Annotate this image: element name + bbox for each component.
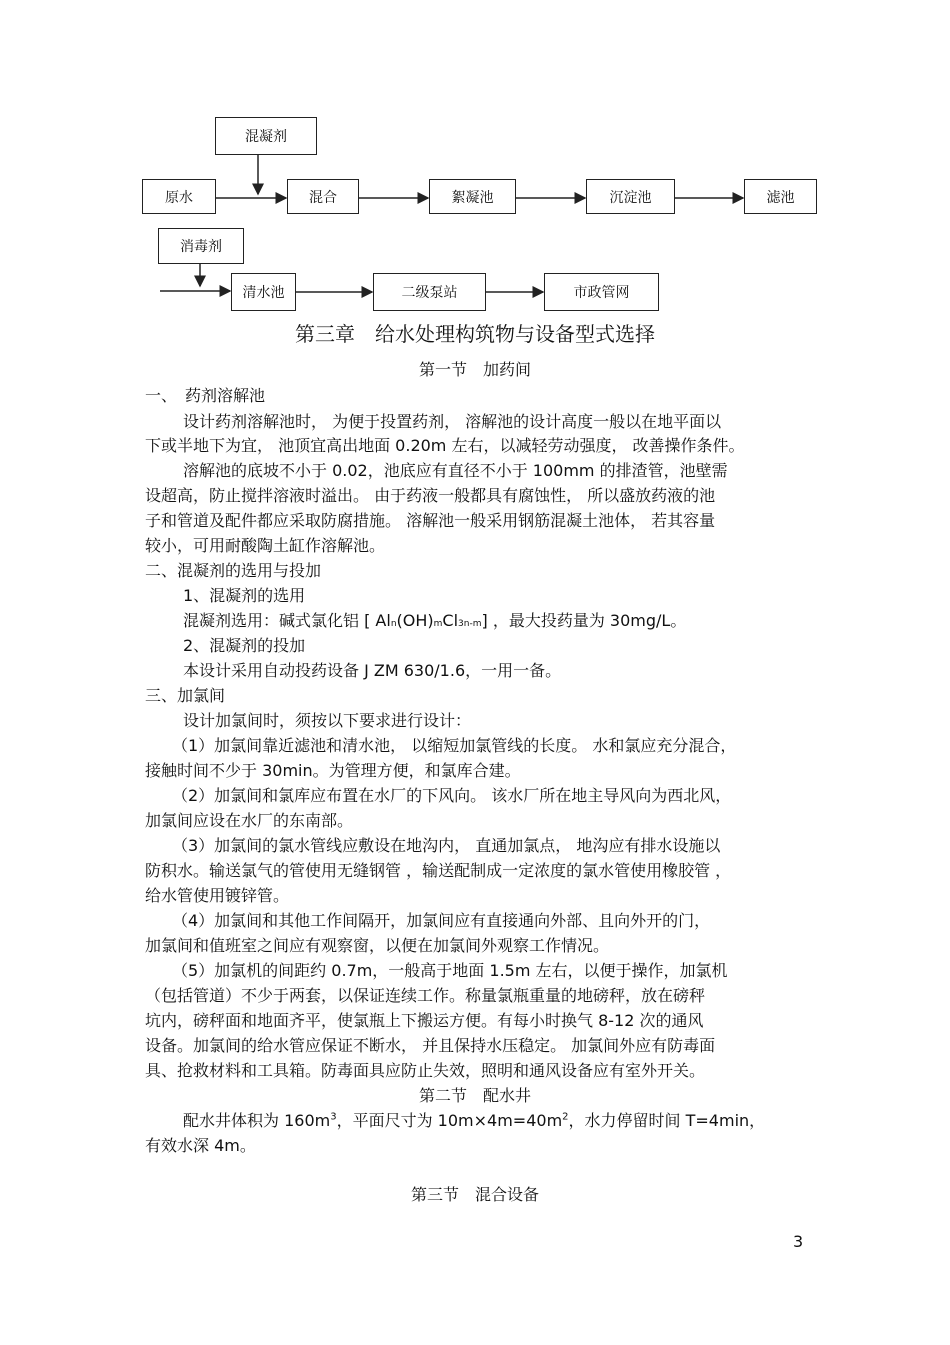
clear-well-box: 清水池 xyxy=(231,273,296,311)
dw-sup-3: 3 xyxy=(330,1111,337,1123)
para2-line1: 溶解池的底坡不小于 0.02，池底应有直径不小于 100mm 的排渣管，池壁需 xyxy=(183,461,728,480)
item4-line2: 加氯间和值班室之间应有观察窗，以便在加氯间外观察工作情况。 xyxy=(145,936,610,955)
coag-text-a: 混凝剂选用：碱式氯化铝 [ Al xyxy=(183,611,391,630)
coagulant-selection-line xyxy=(183,609,686,636)
chapter-title: 第三章 给水处理构筑物与设备型式选择 xyxy=(295,322,655,346)
section3-title: 第三节 混合设备 xyxy=(410,1185,539,1204)
mixing-box: 混合 xyxy=(287,179,359,214)
coagulant-box: 混凝剂 xyxy=(215,117,317,155)
coag-text-b: ] ，最大投药量为 30mg/L。 xyxy=(481,611,687,630)
subheading-coagulant-select: 1、混凝剂的选用 xyxy=(183,586,306,605)
section2-title: 第二节 配水井 xyxy=(418,1086,531,1105)
dw-text-b: ，平面尺寸为 10m×4m=40m xyxy=(336,1111,563,1130)
coag-cl: Cl xyxy=(442,611,459,630)
item5-line1: （5）加氯机的间距约 0.7m，一般高于地面 1.5m 左右，以便于操作，加氯机 xyxy=(172,961,728,980)
heading-dissolving-tank: 一、 药剂溶解池 xyxy=(145,386,266,405)
municipal-network-box: 市政管网 xyxy=(544,273,659,311)
coag-sub-n: n xyxy=(390,619,397,629)
subheading-coagulant-dosing: 2、混凝剂的投加 xyxy=(183,636,306,655)
item2-line2: 加氯间应设在水厂的东南部。 xyxy=(145,811,354,830)
item1-line1: （1）加氯间靠近滤池和清水池， 以缩短加氯管线的长度。 水和氯应充分混合， xyxy=(172,736,737,755)
dw-text-c: ，水力停留时间 T=4min， xyxy=(568,1111,766,1130)
dosing-equipment-line: 本设计采用自动投药设备 J ZM 630/1.6，一用一备。 xyxy=(183,661,562,680)
coag-sub-m: m xyxy=(433,619,443,629)
distribution-well-line1 xyxy=(183,1109,765,1133)
coag-sub-3nm: 3n-m xyxy=(458,619,482,629)
para1-line1: 设计药剂溶解池时， 为便于投置药剂， 溶解池的设计高度一般以在地平面以 xyxy=(183,412,722,431)
pump-station-box: 二级泵站 xyxy=(373,273,486,311)
item3-line3: 给水管使用镀锌管。 xyxy=(145,886,290,905)
item4-line1: （4）加氯间和其他工作间隔开，加氯间应有直接通向外部、且向外开的门， xyxy=(172,911,711,930)
item3-line2: 防积水。输送氯气的管使用无缝钢管 ，输送配制成一定浓度的氯水管使用橡胶管 ， xyxy=(145,861,732,880)
item5-line4: 设备。加氯间的给水管应保证不断水， 并且保持水压稳定。 加氯间外应有防毒面 xyxy=(145,1036,716,1055)
distribution-well-line2: 有效水深 4m。 xyxy=(145,1136,256,1155)
para2-line3: 子和管道及配件都应采取防腐措施。 溶解池一般采用钢筋混凝土池体， 若其容量 xyxy=(145,511,716,530)
para2-line2: 设超高，防止搅拌溶液时溢出。 由于药液一般都具有腐蚀性， 所以盛放药液的池 xyxy=(145,486,716,505)
item5-line2: （包括管道）不少于两套，以保证连续工作。称量氯瓶重量的地磅秤，放在磅秤 xyxy=(145,986,706,1005)
item3-line1: （3）加氯间的氯水管线应敷设在地沟内， 直通加氯点， 地沟应有排水设施以 xyxy=(172,836,721,855)
item5-line5: 具、抢救材料和工具箱。防毒面具应防止失效，照明和通风设备应有室外开关。 xyxy=(145,1061,706,1080)
coag-oh: (OH) xyxy=(396,611,434,630)
heading-chlorination-room: 三、加氯间 xyxy=(145,686,226,705)
item5-line3: 坑内，磅秤面和地面齐平，使氯瓶上下搬运方便。有每小时换气 8-12 次的通风 xyxy=(145,1011,704,1030)
section1-title: 第一节 加药间 xyxy=(418,360,531,379)
sedimentation-box: 沉淀池 xyxy=(586,179,675,214)
para1-line2: 下或半地下为宜， 池顶宜高出地面 0.20m 左右，以减轻劳动强度， 改善操作条件。 xyxy=(145,436,745,455)
heading-coagulant: 二、混凝剂的选用与投加 xyxy=(145,561,322,580)
dw-sup-2: 2 xyxy=(562,1111,569,1123)
para2-line4: 较小，可用耐酸陶土缸作溶解池。 xyxy=(145,536,386,555)
item1-line2: 接触时间不少于 30min。为管理方便，和氯库合建。 xyxy=(145,761,521,780)
filter-box: 滤池 xyxy=(744,179,817,214)
flocculation-box: 絮凝池 xyxy=(429,179,516,214)
page-number: 3 xyxy=(793,1232,804,1251)
disinfectant-box: 消毒剂 xyxy=(158,228,244,264)
item2-line1: （2）加氯间和氯库应布置在水厂的下风向。 该水厂所在地主导风向为西北风， xyxy=(172,786,732,805)
dw-text-a: 配水井体积为 160m xyxy=(183,1111,331,1130)
raw-water-box: 原水 xyxy=(142,179,216,214)
chlorination-intro: 设计加氯间时，须按以下要求进行设计： xyxy=(183,711,472,730)
